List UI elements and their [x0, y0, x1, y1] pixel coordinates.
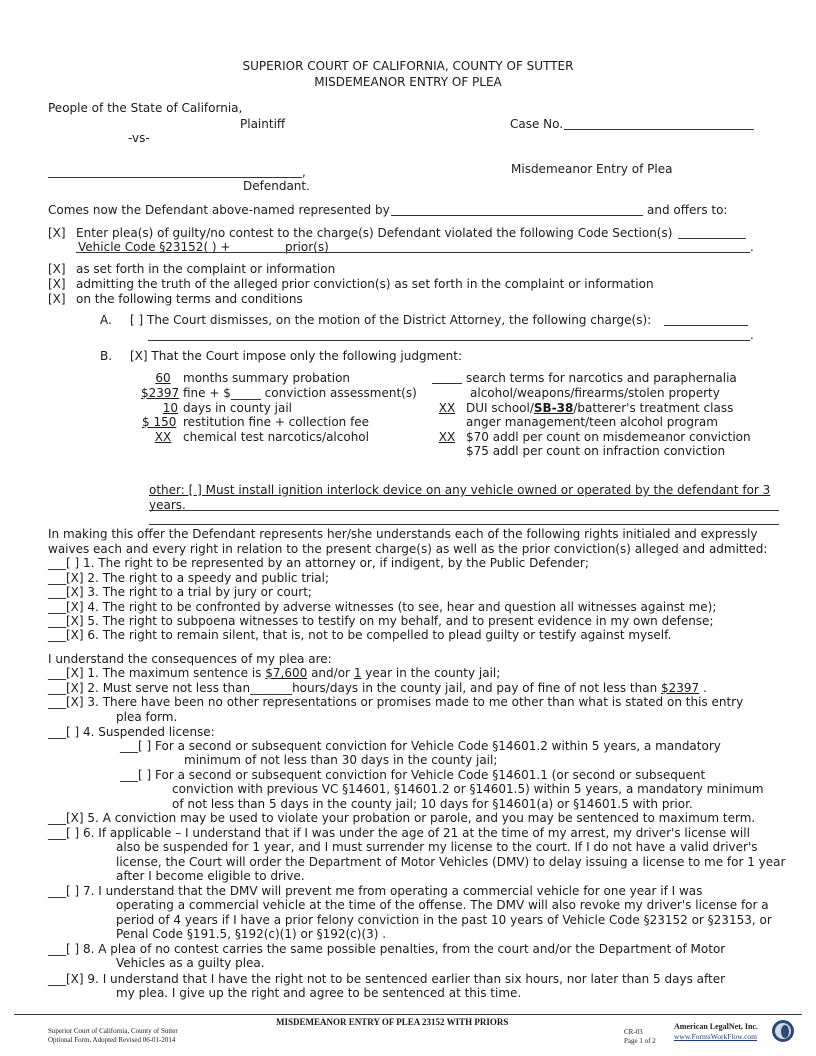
dismissed-charges-field[interactable] — [664, 325, 748, 326]
search-terms-text-2: alcohol/weapons/firearms/stolen property — [470, 386, 720, 400]
consequence-9-cont: my plea. I give up the right and agree to be sentenced at this time. — [116, 986, 522, 1000]
code-section-value: Vehicle Code §23152( ) + — [78, 240, 231, 254]
logo-icon — [772, 1020, 794, 1042]
plea-period: . — [750, 240, 754, 254]
code-section-field[interactable] — [678, 238, 746, 239]
search-terms-field[interactable] — [432, 383, 462, 384]
consequence-4[interactable]: ___[ ] 4. Suspended license: — [48, 725, 215, 739]
consequence-5[interactable]: ___[X] 5. A conviction may be used to violate your probation or parole, and you may be sentenced to maximum term. — [48, 811, 756, 825]
misdemeanor-addl-text: $70 addl per count on misdemeanor conviction — [466, 430, 751, 444]
footer-divider — [14, 1014, 802, 1015]
dismissed-charges-line[interactable] — [148, 340, 750, 341]
consequence-2[interactable]: ___[X] 2. Must serve not less than_______hours/days in the county jail, and pay of fine of not less than $2397 . — [48, 681, 707, 695]
term-checkbox[interactable]: [X] — [48, 277, 66, 291]
consequence-4-sub1-cont: minimum of not less than 30 days in the county jail; — [184, 753, 498, 767]
consequence-4-sub2-cont2: of not less than 5 days in the county jail; 10 days for §14601(a) or §14601.5 with prior. — [172, 797, 693, 811]
consequence-4-sub1[interactable]: ___[ ] For a second or subsequent conviction for Vehicle Code §14601.2 within 5 years, a mandatory — [120, 739, 721, 753]
rights-intro-2: waives each and every right in relation to the present charge(s) as well as the prior conviction(s) alleged and admitted: — [48, 542, 768, 556]
restitution-value[interactable]: $ 150 — [142, 415, 177, 429]
consequence-6-cont2: license, the Court will order the Department of Motor Vehicles (DMV) to delay issuing a license to me for 1 year — [116, 855, 786, 869]
form-title: MISDEMEANOR ENTRY OF PLEA — [314, 75, 502, 89]
attorney-field[interactable] — [391, 215, 643, 216]
priors-label: prior(s) — [285, 240, 329, 254]
comes-now-text: Comes now the Defendant above-named represented by — [48, 203, 390, 217]
plea-checkbox[interactable]: [X] — [48, 226, 66, 240]
footer-adopted: Optional Form, Adopted Revised 06-01-2014 — [48, 1036, 176, 1044]
defendant-comma: , — [302, 165, 306, 179]
infraction-addl-text: $75 addl per count on infraction conviction — [466, 444, 726, 458]
case-no-label: Case No. — [510, 117, 564, 131]
court-title: SUPERIOR COURT OF CALIFORNIA, COUNTY OF SUTTER — [242, 59, 574, 73]
people-label: People of the State of California, — [48, 101, 243, 115]
other-line-3-rule[interactable] — [149, 524, 779, 525]
section-b-letter: B. — [100, 349, 113, 363]
dui-school-text: DUI school/SB-38/batterer's treatment class — [466, 401, 734, 415]
probation-text: months summary probation — [183, 371, 351, 385]
footer-form-title: MISDEMEANOR ENTRY OF PLEA 23152 WITH PRIORS — [276, 1017, 509, 1027]
min-fine-value[interactable]: $2397 — [661, 681, 700, 695]
max-jail-years-value[interactable]: 1 — [353, 666, 362, 680]
defendant-label: Defendant. — [243, 179, 310, 193]
chemical-test-text: chemical test narcotics/alcohol — [183, 430, 369, 444]
search-terms-text: search terms for narcotics and paraphernalia — [466, 371, 737, 385]
consequence-8-cont: Vehicles as a guilty plea. — [116, 956, 265, 970]
caption-doc-title: Misdemeanor Entry of Plea — [511, 162, 673, 176]
consequence-6[interactable]: ___[ ] 6. If applicable – I understand that if I was under the age of 21 at the time of my arrest, my driver's license will — [48, 826, 750, 840]
consequence-7-cont3: Penal Code §191.5, §192(c)(1) or §192(c)(3) . — [116, 927, 387, 941]
consequence-7-cont: operating a commercial vehicle at the time of the offense. The DMV will also revoke my driver's license for a — [116, 898, 769, 912]
logo-url[interactable]: www.FormsWorkFlow.com — [674, 1032, 758, 1041]
other-line1: other: [ ] Must install ignition interlock device on any vehicle owned or operated by the defendant for 3 — [149, 483, 771, 497]
jail-days-text: days in county jail — [183, 401, 293, 415]
right-item[interactable]: ___[X] 6. The right to remain silent, that is, not to be compelled to plead guilty or testify against myself. — [48, 628, 672, 642]
fine-value[interactable]: $2397 — [141, 386, 180, 400]
plea-text: Enter plea(s) of guilty/no contest to the charge(s) Defendant violated the following Code Section(s) — [76, 226, 673, 240]
section-b-text: [X] That the Court impose only the following judgment: — [130, 349, 462, 363]
consequence-6-cont: also be suspended for 1 year, and I must surrender my license to the court. If I do not have a valid driver's — [116, 840, 758, 854]
consequence-3-cont: plea form. — [116, 710, 178, 724]
right-item[interactable]: ___[X] 5. The right to subpoena witnesses to testify on my behalf, and to present evidence in my own defense; — [48, 614, 714, 628]
right-item[interactable]: ___[X] 2. The right to a speedy and public trial; — [48, 571, 330, 585]
section-a-period: . — [750, 328, 754, 342]
case-no-field[interactable] — [564, 129, 754, 130]
misdemeanor-addl-value[interactable]: XX — [438, 430, 456, 444]
term-checkbox[interactable]: [X] — [48, 292, 66, 306]
right-item[interactable]: ___[X] 3. The right to a trial by jury or court; — [48, 585, 312, 599]
anger-mgmt-text: anger management/teen alcohol program — [466, 415, 718, 429]
right-item[interactable]: ___[X] 4. The right to be confronted by adverse witnesses (to see, hear and question all witnesses against me); — [48, 600, 717, 614]
consequence-4-sub2-cont: conviction with previous VC §14601, §14601.2 or §14601.5) within 5 years, a mandatory minimum — [172, 782, 764, 796]
consequence-7[interactable]: ___[ ] 7. I understand that the DMV will prevent me from operating a commercial vehicle for one year if I was — [48, 884, 703, 898]
term-text: admitting the truth of the alleged prior conviction(s) as set forth in the complaint or information — [76, 277, 654, 291]
term-text: as set forth in the complaint or information — [76, 262, 336, 276]
consequence-8[interactable]: ___[ ] 8. A plea of no contest carries the same possible penalties, from the court and/or the Department of Motor — [48, 942, 726, 956]
probation-months-value[interactable]: 60 — [155, 371, 171, 385]
min-hours-field[interactable]: _______ — [250, 681, 293, 695]
sb38-label: SB-38 — [533, 401, 574, 415]
defendant-name-field[interactable] — [48, 177, 302, 178]
other-line-2-rule[interactable] — [149, 510, 779, 511]
fine-text: fine + $_____ conviction assessment(s) — [183, 386, 417, 400]
consequence-6-cont3: after I become eligible to drive. — [116, 869, 305, 883]
restitution-text: restitution fine + collection fee — [183, 415, 370, 429]
section-a-text: [ ] The Court dismisses, on the motion of the District Attorney, the following charge(s): — [130, 313, 652, 327]
dui-school-value[interactable]: XX — [438, 401, 456, 415]
footer-form-no: CR-03 — [624, 1028, 643, 1036]
plaintiff-label: Plaintiff — [240, 117, 286, 131]
consequence-7-cont2: period of 4 years if I have a prior felony conviction in the past 10 years of Vehicle Code §23152 or §23153, or — [116, 913, 772, 927]
consequence-3[interactable]: ___[X] 3. There have been no other representations or promises made to me other than what is stated on this entry — [48, 695, 744, 709]
chemical-test-value[interactable]: XX — [154, 430, 172, 444]
footer-page: Page 1 of 2 — [624, 1037, 656, 1045]
max-fine-value[interactable]: $7,600 — [265, 666, 308, 680]
term-text: on the following terms and conditions — [76, 292, 303, 306]
consequences-intro: I understand the consequences of my plea are: — [48, 652, 332, 666]
section-a-letter: A. — [100, 313, 112, 327]
code-section-line — [76, 252, 750, 253]
rights-intro-1: In making this offer the Defendant represents her/she understands each of the following rights initialed and expressly — [48, 527, 758, 541]
term-checkbox[interactable]: [X] — [48, 262, 66, 276]
consequence-1[interactable]: ___[X] 1. The maximum sentence is $7,600 and/or 1 year in the county jail; — [48, 666, 501, 680]
vs-label: -vs- — [128, 131, 150, 145]
american-legalnet-logo[interactable] — [672, 1018, 800, 1050]
consequence-9[interactable]: ___[X] 9. I understand that I have the right not to be sentenced earlier than six hours, nor later than 5 days after — [48, 972, 726, 986]
other-line2: years. — [149, 498, 186, 512]
jail-days-value[interactable]: 10 — [162, 401, 178, 415]
consequence-4-sub2[interactable]: ___[ ] For a second or subsequent conviction for Vehicle Code §14601.1 (or second or subsequent — [120, 768, 706, 782]
offers-to-text: and offers to: — [647, 203, 728, 217]
logo-name: American LegalNet, Inc. — [674, 1022, 758, 1031]
footer-court: Superior Court of California, County of Sutter — [48, 1027, 178, 1035]
right-item[interactable]: ___[ ] 1. The right to be represented by an attorney or, if indigent, by the Public Defender; — [48, 556, 589, 570]
